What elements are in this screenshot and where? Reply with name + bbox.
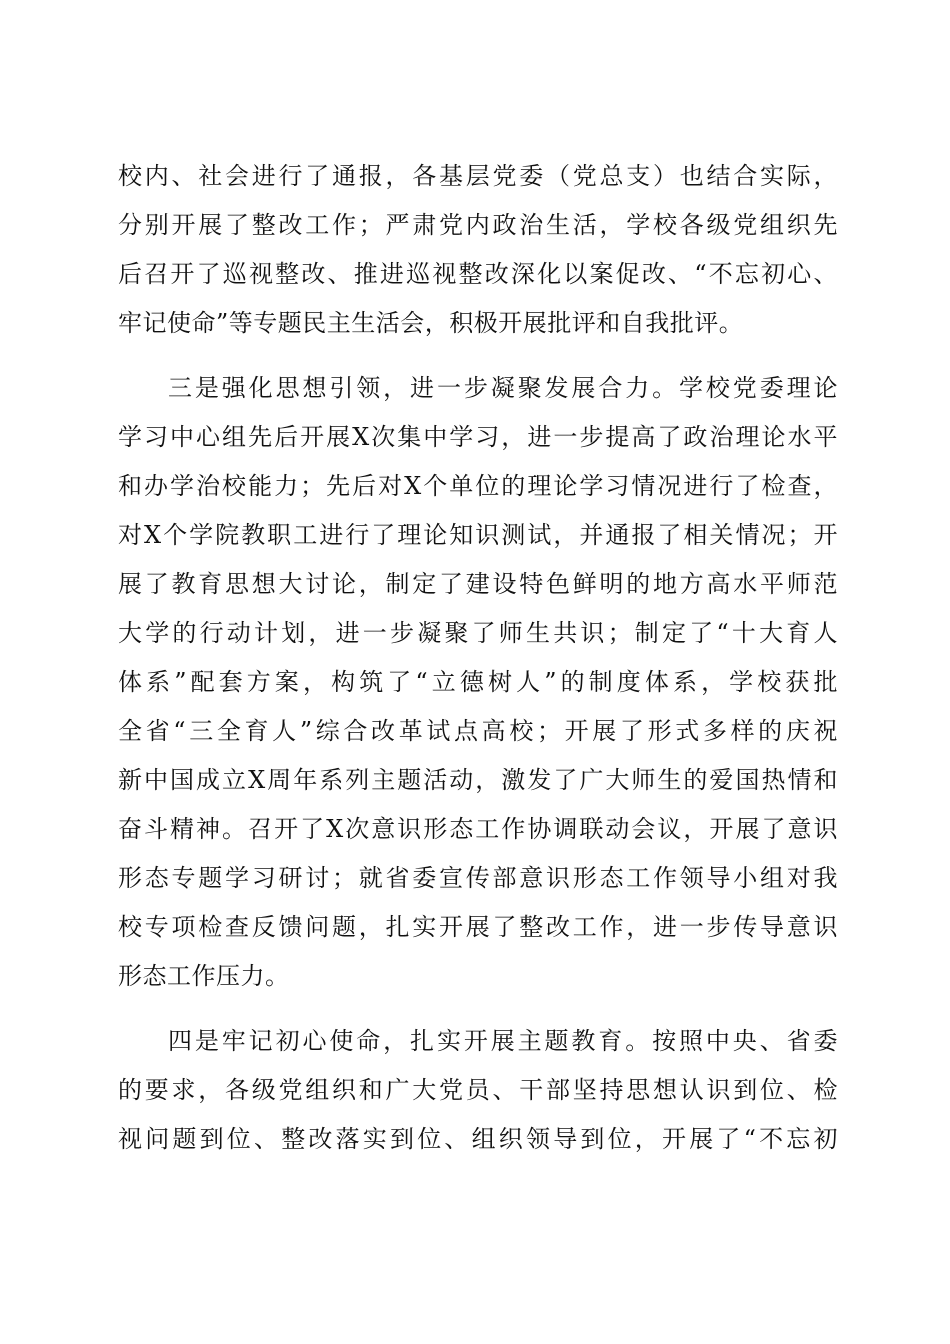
- text-line: 的要求，各级党组织和广大党员、干部坚持思想认识到位、检: [118, 1076, 838, 1104]
- text-line: 视问题到位、整改落实到位、组织领导到位，开展了“不忘初: [118, 1125, 838, 1153]
- text-line: 形态专题学习研讨；就省委宣传部意识形态工作领导小组对我: [118, 864, 838, 892]
- text-line: 体系”配套方案，构筑了“立德树人”的制度体系，学校获批: [118, 668, 838, 696]
- text-line: 学习中心组先后开展X次集中学习，进一步提高了政治理论水平: [118, 423, 838, 451]
- text-line: 形态工作压力。: [118, 962, 290, 990]
- paragraph-spacer: [118, 348, 838, 364]
- text-line: 校内、社会进行了通报，各基层党委（党总支）也结合实际，: [118, 162, 838, 190]
- text-line: 全省“三全育人”综合改革试点高校；开展了形式多样的庆祝: [118, 717, 838, 745]
- text-line: 奋斗精神。召开了X次意识形态工作协调联动会议，开展了意识: [118, 815, 838, 843]
- text-line: 三是强化思想引领，进一步凝聚发展合力。学校党委理论: [168, 374, 838, 402]
- document-body: [118, 152, 838, 1164]
- text-line: 分别开展了整改工作；严肃党内政治生活，学校各级党组织先: [118, 211, 838, 239]
- paragraph-3: [118, 1017, 838, 1164]
- text-line: 大学的行动计划，进一步凝聚了师生共识；制定了“十大育人: [118, 619, 838, 647]
- paragraph-spacer: [118, 1001, 838, 1017]
- text-line: 牢记使命”等专题民主生活会，积极开展批评和自我批评。: [118, 309, 744, 337]
- text-line: 后召开了巡视整改、推进巡视整改深化以案促改、“不忘初心、: [118, 260, 838, 288]
- text-line: 四是牢记初心使命，扎实开展主题教育。按照中央、省委: [168, 1027, 838, 1055]
- text-line: 新中国成立X周年系列主题活动，激发了广大师生的爱国热情和: [118, 766, 838, 794]
- text-line: 展了教育思想大讨论，制定了建设特色鲜明的地方高水平师范: [118, 570, 838, 598]
- text-line: 和办学治校能力；先后对X个单位的理论学习情况进行了检查，: [118, 472, 838, 500]
- paragraph-2: [118, 364, 838, 1001]
- paragraph-1: [118, 152, 838, 348]
- text-line: 对X个学院教职工进行了理论知识测试，并通报了相关情况；开: [118, 521, 838, 549]
- text-line: 校专项检查反馈问题，扎实开展了整改工作，进一步传导意识: [118, 913, 838, 941]
